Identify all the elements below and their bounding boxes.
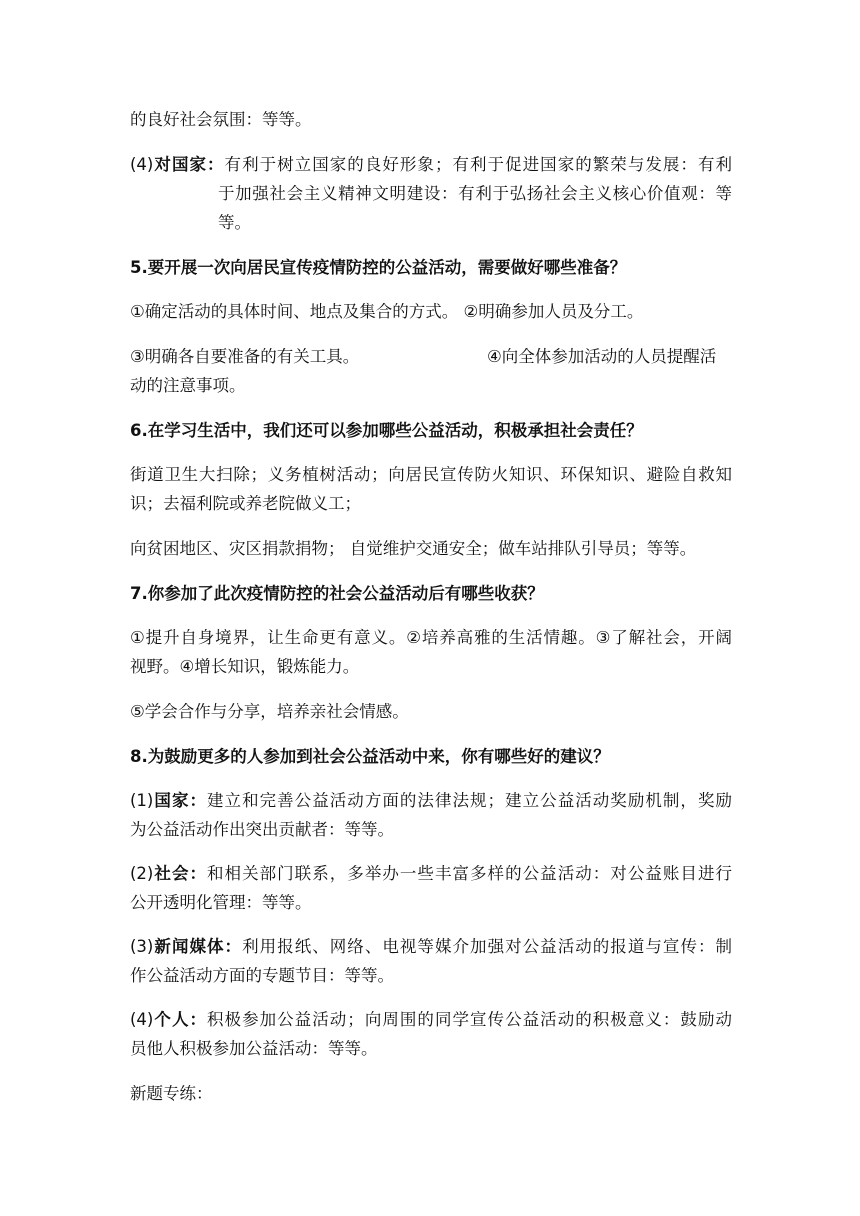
item-number: (3) xyxy=(130,937,154,956)
nation-item-line3 xyxy=(218,212,251,234)
q5-answer-item3: ③明确各自要准备的有关工具。 xyxy=(130,347,360,366)
q8-item-line1 xyxy=(130,936,732,958)
item-label: 个人： xyxy=(153,1010,208,1029)
question-7: 7.你参加了此次疫情防控的社会公益活动后有哪些收获？ xyxy=(130,584,544,603)
q8-item-line2: 公开透明化管理：等等。 xyxy=(130,893,312,912)
item-number: (4) xyxy=(130,155,154,174)
q7-answer-line1: ①提升自身境界，让生命更有意义。②培养高雅的生活情趣。③了解社会，开阔 xyxy=(130,628,732,647)
nation-item-line2 xyxy=(218,183,732,205)
item-text: 和相关部门联系，多举办一些丰富多样的公益活动：对公益账目进行 xyxy=(207,864,733,883)
item-text: 利用报纸、网络、电视等媒介加强对公益活动的报道与宣传：制 xyxy=(242,937,733,956)
q5-answer-row3: 动的注意事项。 xyxy=(130,376,246,395)
previous-paragraph-tail xyxy=(130,109,312,131)
item-number: (1) xyxy=(130,791,154,810)
q7-answer-para2: ⑤学会合作与分享，培养亲社会情感。 xyxy=(130,702,409,721)
item-text: 等。 xyxy=(218,213,251,232)
q8-item-line2: 为公益活动作出突出贡献者：等等。 xyxy=(130,820,394,839)
q5-answer-row2 xyxy=(130,346,732,368)
item-label: 新闻媒体： xyxy=(153,937,243,956)
section-label-new-practice: 新题专练： xyxy=(130,1084,213,1103)
question-8: 8.为鼓励更多的人参加到社会公益活动中来，你有哪些好的建议？ xyxy=(130,747,610,766)
nation-item-line1 xyxy=(130,154,732,176)
item-text: 于加强社会主义精神文明建设：有利于弘扬社会主义核心价值观：等 xyxy=(218,184,732,203)
q5-answer-item4: ④向全体参加活动的人员提醒活 xyxy=(487,347,717,366)
previous-paragraph-text: 的良好社会氛围：等等。 xyxy=(130,110,312,129)
item-text: 积极参加公益活动；向周围的同学宣传公益活动的积极意义：鼓励动 xyxy=(207,1010,733,1029)
question-6: 6.在学习生活中，我们还可以参加哪些公益活动，积极承担社会责任？ xyxy=(130,421,643,440)
q6-answer-para2: 向贫困地区、灾区捐款捐物； 自觉维护交通安全；做车站排队引导员；等等。 xyxy=(130,539,697,558)
q8-item-line1 xyxy=(130,1009,732,1031)
q6-answer-line2: 识；去福利院或养老院做义工； xyxy=(130,494,361,513)
item-text: 建立和完善公益活动方面的法律法规；建立公益活动奖励机制，奖励 xyxy=(207,791,733,810)
item-label: 社会： xyxy=(153,864,208,883)
q8-item-line2: 员他人积极参加公益活动：等等。 xyxy=(130,1039,378,1058)
item-number: (4) xyxy=(130,1010,154,1029)
question-5: 5.要开展一次向居民宣传疫情防控的公益活动，需要做好哪些准备？ xyxy=(130,258,627,277)
item-text: 有利于树立国家的良好形象；有利于促进国家的繁荣与发展：有利 xyxy=(224,155,733,174)
item-label: 国家： xyxy=(153,791,208,810)
q7-answer-line2: 视野。④增长知识，锻炼能力。 xyxy=(130,657,360,676)
q8-item-line2: 作公益活动方面的专题节目：等等。 xyxy=(130,966,394,985)
q5-answer-row1: ①确定活动的具体时间、地点及集合的方式。 ②明确参加人员及分工。 xyxy=(130,302,644,321)
q8-item-line1 xyxy=(130,863,732,885)
q6-answer-line1: 街道卫生大扫除；义务植树活动；向居民宣传防火知识、环保知识、避险自救知 xyxy=(130,465,732,484)
item-label: 对国家： xyxy=(153,155,225,174)
item-number: (2) xyxy=(130,864,154,883)
q8-item-line1 xyxy=(130,790,732,812)
